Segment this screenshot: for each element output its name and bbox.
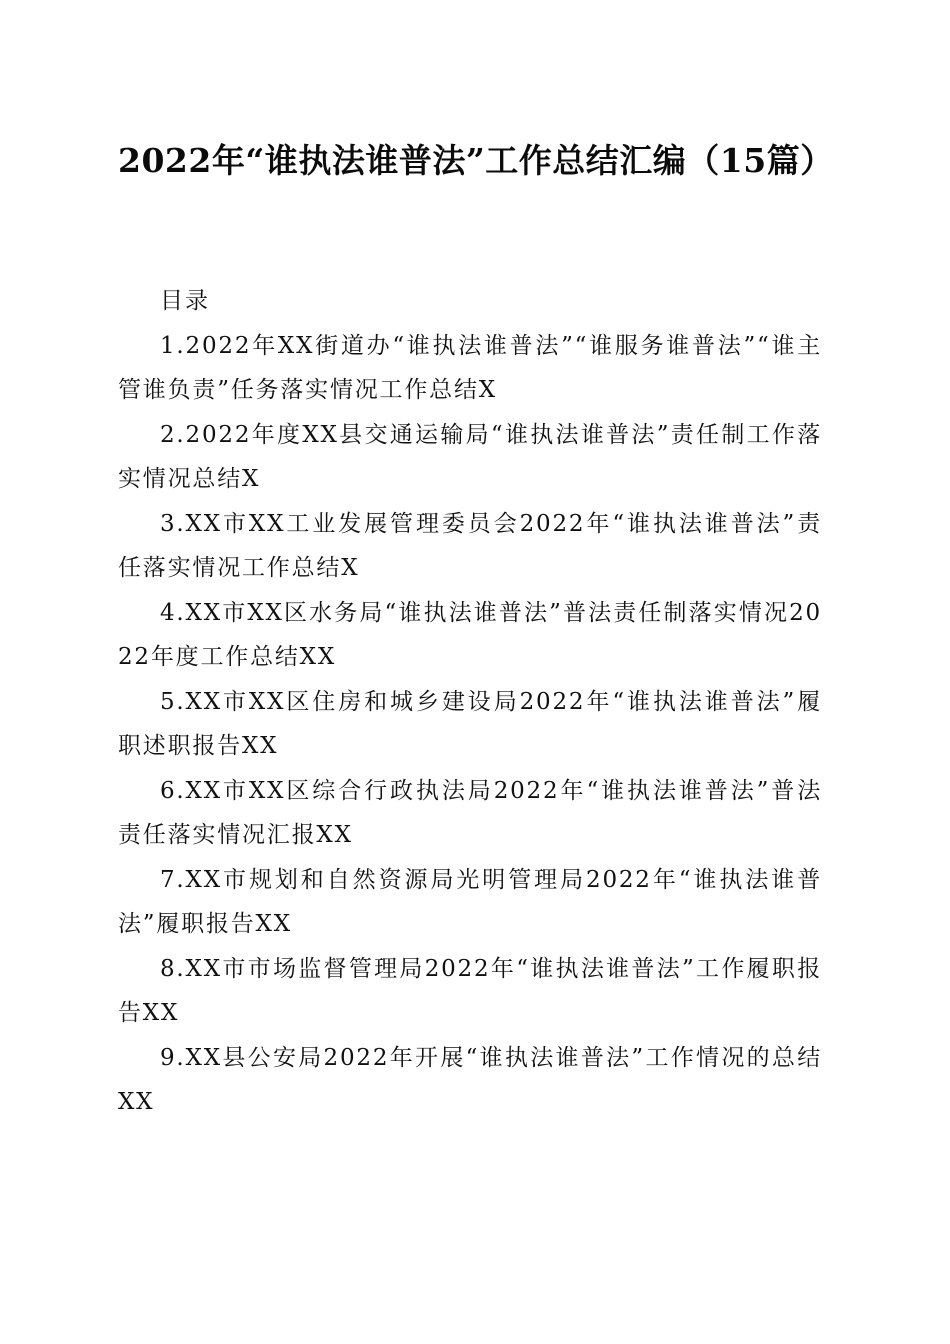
toc-item-1: 1.2022年XX街道办“谁执法谁普法”“谁服务谁普法”“谁主管谁负责”任务落实情况工作总结X	[118, 332, 822, 403]
document-title: 2022年“谁执法谁普法”工作总结汇编（15篇）	[118, 141, 834, 180]
toc-item-9: 9.XX县公安局2022年开展“谁执法谁普法”工作情况的总结XX	[118, 1044, 822, 1115]
toc-item-4: 4.XX市XX区水务局“谁执法谁普法”普法责任制落实情况2022年度工作总结XX	[118, 599, 822, 670]
toc-list	[118, 324, 822, 1125]
toc-item-5: 5.XX市XX区住房和城乡建设局2022年“谁执法谁普法”履职述职报告XX	[118, 688, 822, 759]
toc-item-3: 3.XX市XX工业发展管理委员会2022年“谁执法谁普法”责任落实情况工作总结X	[118, 510, 822, 581]
toc-item-8: 8.XX市市场监督管理局2022年“谁执法谁普法”工作履职报告XX	[118, 955, 822, 1026]
toc-item-6: 6.XX市XX区综合行政执法局2022年“谁执法谁普法”普法责任落实情况汇报XX	[118, 777, 822, 848]
toc-item-2: 2.2022年度XX县交通运输局“谁执法谁普法”责任制工作落实情况总结X	[118, 421, 822, 492]
toc-heading: 目录	[160, 288, 210, 314]
table-of-contents	[118, 279, 822, 1125]
toc-item-7: 7.XX市规划和自然资源局光明管理局2022年“谁执法谁普法”履职报告XX	[118, 866, 822, 937]
